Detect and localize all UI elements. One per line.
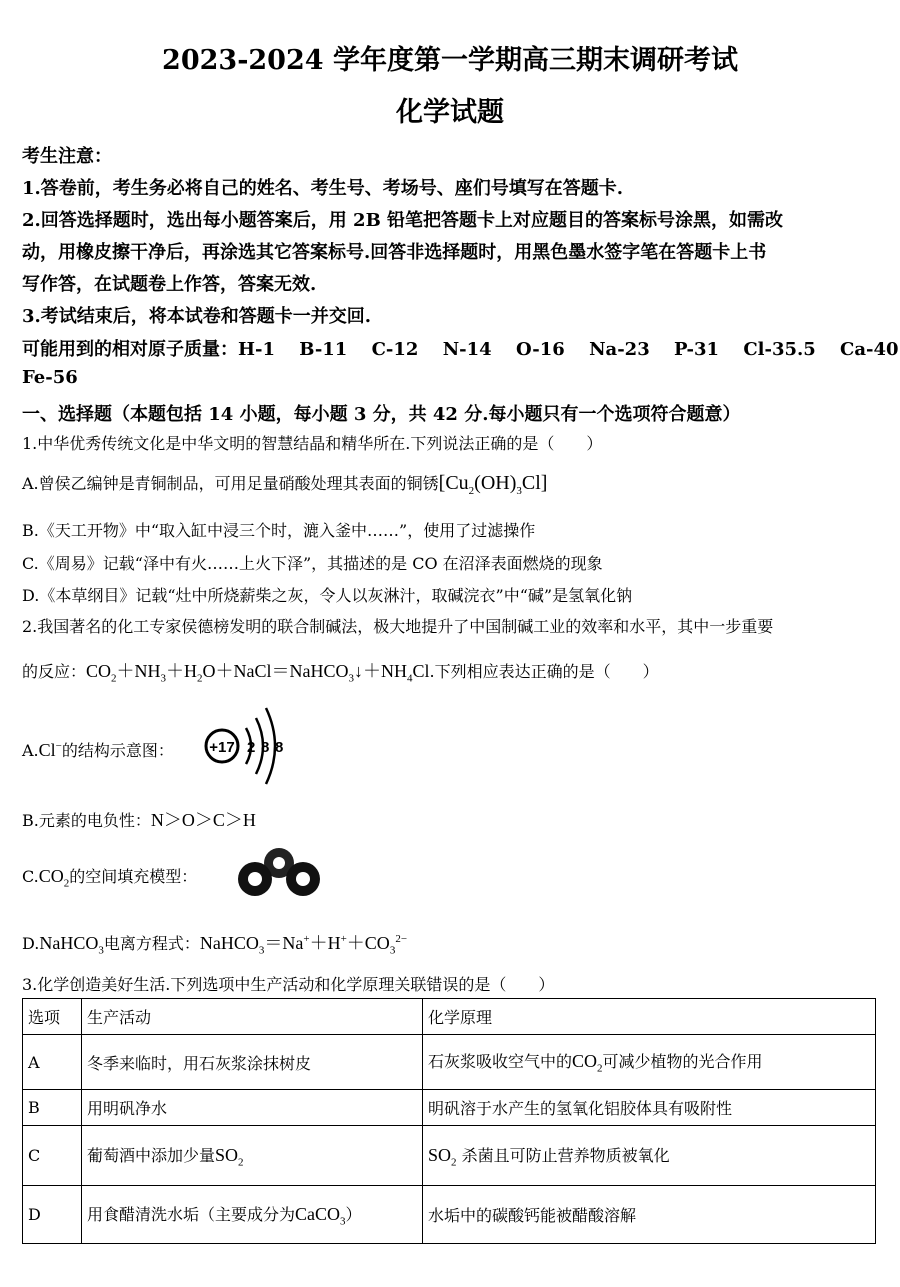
row-a-principle-pre: 石灰浆吸收空气中的 (428, 1052, 573, 1072)
row-c-principle-formula: $SO_2$ (428, 1144, 457, 1169)
table-row (23, 1035, 876, 1090)
notice-item-2-line-2: 动，用橡皮擦干净后，再涂选其它答案标号.回答非选择题时，用黑色墨水签字笔在答题卡上书 (22, 242, 767, 263)
q2-option-d-text: 电离方程式： (103, 934, 200, 953)
q1-option-d: D.《本草纲目》记载“灶中所烧薪柴之灰，令人以灰淋汁，取碱浣衣”中“碱”是氢氧化钠 (22, 586, 633, 605)
oxygen-atom-right-highlight (296, 872, 310, 886)
notice-item-1: 1.答卷前，考生务必将自己的姓名、考生号、考场号、座们号填写在答题卡. (22, 178, 624, 199)
q2-option-a (22, 738, 174, 761)
q2-option-a-text: 的结构示意图： (61, 741, 174, 760)
q2-option-c-formula: $CO_2$ (38, 866, 70, 890)
header-principle: 化学原理 (423, 999, 876, 1035)
row-a-principle-post: 可减少植物的光合作用 (602, 1052, 763, 1072)
q1-option-b: B.《天工开物》中“取入缸中浸三个时，漉入釜中……”，使用了过滤操作 (22, 521, 536, 540)
header-activity: 生产活动 (82, 999, 423, 1035)
q2-option-d (22, 929, 407, 957)
q2-option-a-label: A. (22, 741, 39, 760)
q2-option-c-label: C. (22, 867, 39, 886)
q2-option-d-formula: NaHCO$_3$ (39, 933, 104, 957)
q3-options-table (22, 998, 876, 1244)
row-c-activity-pre: 葡萄酒中添加少量 (87, 1145, 216, 1165)
q2-option-c-text: 的空间填充模型： (69, 867, 198, 886)
row-d-formula: CaCO$_3$ (295, 1203, 346, 1228)
row-c-principle-post: 杀菌且可防止营养物质被氧化 (461, 1145, 670, 1165)
row-d-activity-post: ） (345, 1204, 362, 1224)
atomic-masses: 可能用到的相对原子质量：H-1 B-11 C-12 N-14 O-16 Na-23 P-31 Cl-35.5 Ca-40 (22, 339, 899, 360)
q2-option-b (22, 806, 256, 832)
q2-reaction-equation: $CO_2+NH_3+H_2O+NaCl=NaHCO_3↓+NH_4Cl$ (86, 661, 430, 685)
row-c-principle (423, 1126, 876, 1186)
row-b-activity: 用明矾净水 (82, 1090, 423, 1126)
row-a-option: A (23, 1035, 82, 1090)
q2-option-a-formula: Cl− (38, 740, 62, 760)
row-a-principle (423, 1035, 876, 1090)
table-row (23, 1126, 876, 1186)
notice-item-3: 3.考试结束后，将本试卷和答题卡一并交回. (22, 306, 372, 327)
q2-option-b-text: B.元素的电负性： (22, 811, 151, 830)
q1-option-a-formula: $[Cu_2(OH)_3Cl]$ (438, 472, 548, 497)
q1-stem: 1.中华优秀传统文化是中华文明的智慧结晶和精华所在.下列说法正确的是（ ） (22, 434, 603, 453)
row-c-option: C (23, 1126, 82, 1186)
q2-stem-line-2 (22, 657, 659, 685)
row-d-option: D (23, 1186, 82, 1244)
carbon-atom-highlight (273, 857, 285, 869)
row-c-formula: $SO_2$ (215, 1144, 244, 1169)
notice-item-2-line-3: 写作答，在试题卷上作答，答案无效. (22, 274, 317, 295)
shell-3-electrons: 8 (275, 739, 284, 756)
q1-option-a (22, 471, 547, 497)
q2-option-c (22, 864, 197, 890)
row-a-formula: $CO_2$ (572, 1051, 603, 1075)
exam-title: 2023-2024 学年度第一学期高三期末调研考试 (162, 45, 738, 76)
co2-space-filling-model (234, 846, 326, 898)
q2-option-b-formula: N＞O＞C＞H (150, 810, 256, 830)
oxygen-atom-left-highlight (248, 872, 262, 886)
header-option: 选项 (23, 999, 82, 1035)
notice-heading: 考生注意： (22, 146, 112, 167)
q2-stem-prefix: 的反应： (22, 662, 87, 681)
q3-stem: 3.化学创造美好生活.下列选项中生产活动和化学原理关联错误的是（ ） (22, 975, 555, 994)
table-row (23, 1186, 876, 1244)
q2-stem-suffix: .下列相应表达正确的是（ ） (429, 662, 659, 681)
q2-option-d-label: D. (22, 934, 40, 953)
row-d-activity-pre: 用食醋清洗水垢（主要成分为 (87, 1204, 296, 1224)
table-header-row (23, 999, 876, 1035)
q1-option-a-text: A.曾侯乙编钟是青铜制品，可用足量硝酸处理其表面的铜锈 (22, 474, 439, 493)
chloride-ion-structure-diagram (200, 702, 300, 786)
nucleus-charge: +17 (209, 739, 235, 756)
row-a-activity: 冬季来临时，用石灰浆涂抹树皮 (82, 1035, 423, 1090)
row-d-activity (82, 1186, 423, 1244)
notice-item-2-line-1: 2.回答选择题时，选出每小题答案后，用 2B 铅笔把答题卡上对应题目的答案标号涂黑，如需改 (22, 210, 784, 231)
atomic-masses-cont: Fe-56 (22, 367, 78, 388)
subject-title: 化学试题 (396, 97, 504, 128)
table-row (23, 1090, 876, 1126)
shell-1-electrons: 2 (247, 739, 256, 756)
row-d-principle: 水垢中的碳酸钙能被醋酸溶解 (423, 1186, 876, 1244)
q2-option-d-equation: $NaHCO_3=Na^++H^++CO_3^{2-}$ (199, 933, 408, 957)
row-c-activity (82, 1126, 423, 1186)
section-heading: 一、选择题（本题包括 14 小题，每小题 3 分，共 42 分.每小题只有一个选项符合题意） (22, 404, 741, 425)
q1-option-c: C.《周易》记载“泽中有火……上火下泽”，其描述的是 CO 在沼泽表面燃烧的现象 (22, 554, 603, 573)
row-b-principle: 明矾溶于水产生的氢氧化铝胶体具有吸附性 (423, 1090, 876, 1126)
row-b-option: B (23, 1090, 82, 1126)
q2-stem-line-1: 2.我国著名的化工专家侯德榜发明的联合制碱法，极大地提升了中国制碱工业的效率和水平，其中一步重要 (22, 617, 774, 636)
shell-2-electrons: 8 (261, 739, 270, 756)
